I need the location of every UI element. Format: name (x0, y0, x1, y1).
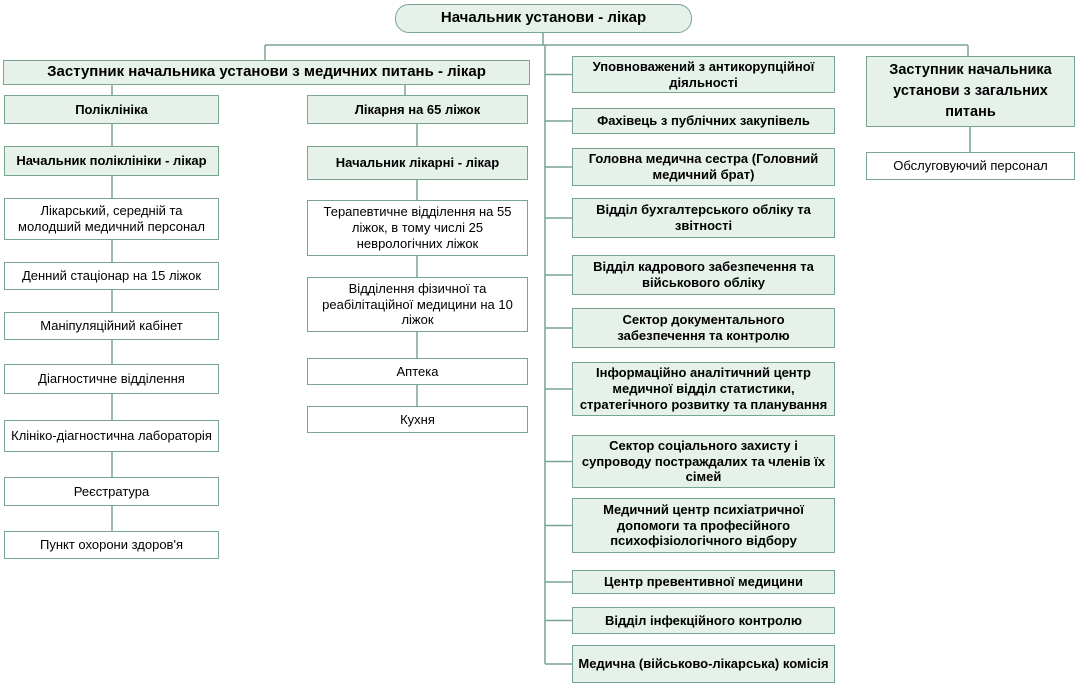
node-polyclinic-unit: Клініко-діагностична лабораторія (4, 420, 219, 452)
node-direct-unit: Відділ бухгалтерського обліку та звітності (572, 198, 835, 238)
node-polyclinic-head: Начальник поліклініки - лікар (4, 146, 219, 176)
node-direct-unit: Фахівець з публічних закупівель (572, 108, 835, 134)
node-direct-unit: Відділ інфекційного контролю (572, 607, 835, 634)
node-polyclinic-unit: Реєстратура (4, 477, 219, 506)
node-director: Начальник установи - лікар (395, 4, 692, 33)
node-hospital-unit: Кухня (307, 406, 528, 433)
node-medical-deputy-header: Заступник начальника установи з медичних питань - лікар (3, 60, 530, 85)
node-polyclinic-unit: Денний стаціонар на 15 ліжок (4, 262, 219, 290)
node-direct-unit: Головна медична сестра (Головний медичний брат) (572, 148, 835, 186)
node-direct-unit: Центр превентивної медицини (572, 570, 835, 594)
node-hospital-unit: Відділення фізичної та реабілітаційної медицини на 10 ліжок (307, 277, 528, 332)
node-direct-unit: Сектор соціального захисту і супроводу постраждалих та членів їх сімей (572, 435, 835, 488)
node-direct-unit: Медична (військово-лікарська) комісія (572, 645, 835, 683)
node-general-deputy-header: Заступник начальника установи з загальних питань (866, 56, 1075, 127)
node-hospital-unit: Терапевтичне відділення на 55 ліжок, в тому числі 25 неврологічних ліжок (307, 200, 528, 256)
node-hospital-head: Начальник лікарні - лікар (307, 146, 528, 180)
node-direct-unit: Уповноважений з антикорупційної діяльності (572, 56, 835, 93)
node-direct-unit: Медичний центр психіатричної допомоги та професійного психофізіологічного відбору (572, 498, 835, 553)
node-general-unit: Обслуговуючий персонал (866, 152, 1075, 180)
node-polyclinic-unit: Лікарський, середній та молодший медичний персонал (4, 198, 219, 240)
node-direct-unit: Інформаційно аналітичний центр медичної відділ статистики, стратегічного розвитку та планування (572, 362, 835, 416)
node-hospital-unit: Аптека (307, 358, 528, 385)
node-polyclinic-unit: Пункт охорони здоров'я (4, 531, 219, 559)
node-hospital-title: Лікарня на 65 ліжок (307, 95, 528, 124)
node-polyclinic-title: Поліклініка (4, 95, 219, 124)
node-polyclinic-unit: Маніпуляційний кабінет (4, 312, 219, 340)
node-polyclinic-unit: Діагностичне відділення (4, 364, 219, 394)
node-direct-unit: Відділ кадрового забезпечення та військового обліку (572, 255, 835, 295)
node-direct-unit: Сектор документального забезпечення та контролю (572, 308, 835, 348)
